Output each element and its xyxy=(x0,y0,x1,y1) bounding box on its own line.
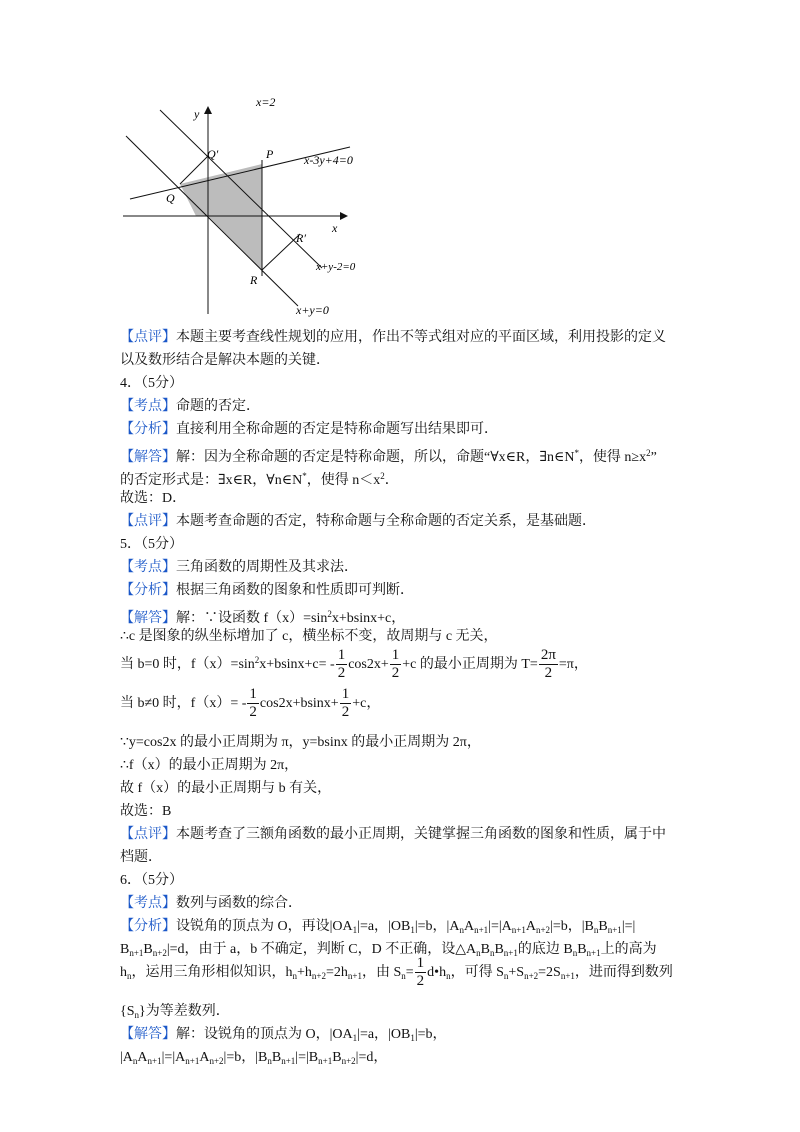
sub: n xyxy=(593,925,599,935)
label-x-axis: x xyxy=(332,221,338,235)
sub: n xyxy=(476,948,481,958)
label-line-a: x-3y+4=0 xyxy=(304,153,353,167)
tag-kaodian: 【考点】 xyxy=(120,399,176,414)
sub: n xyxy=(503,971,509,981)
sub: n xyxy=(459,925,464,935)
kaodian-4 xyxy=(120,397,260,417)
text: |=| xyxy=(621,919,636,934)
text: |=d，由于 a，b 不确定，判断 C，D 不正确，设△A xyxy=(166,942,477,957)
comment-5-line2 xyxy=(120,848,162,868)
fraction-half xyxy=(390,647,402,682)
text: B xyxy=(577,942,587,957)
text: A xyxy=(463,919,475,934)
text: x+bsinx+c， xyxy=(331,611,406,626)
text: +h xyxy=(297,965,312,980)
sup: 2 xyxy=(646,448,651,458)
text: 5．（5分） xyxy=(120,537,183,552)
sub: n+1 xyxy=(511,925,526,935)
numerator: 1 xyxy=(249,686,257,703)
sub: n+2 xyxy=(341,1056,356,1066)
sub: n+1 xyxy=(474,925,489,935)
text: +c 的最小正周期为 T= xyxy=(402,657,538,672)
tag-jieda: 【解答】 xyxy=(120,450,176,465)
sub: n+2 xyxy=(209,1056,224,1066)
fenxi-5 xyxy=(120,581,414,601)
text: 根据三角函数的图象和性质即可判断． xyxy=(176,583,414,598)
text: ，进而得到数列 xyxy=(574,965,673,980)
tag-comment: 【点评】 xyxy=(120,827,176,842)
text: 上的高为 xyxy=(600,942,657,957)
text: |=|A xyxy=(488,919,512,934)
label-point-q: Q xyxy=(166,191,175,205)
text: 本题考查了三额角函数的最小正周期，关键掌握三角函数的图象和性质，属于中 xyxy=(176,827,666,842)
fenxi-6-line3 xyxy=(120,951,673,998)
sub: 1 xyxy=(352,1033,358,1043)
text: 当 b=0 时，f（x）=sin xyxy=(120,657,255,672)
text: ，运用三角形相似知识，h xyxy=(131,965,293,980)
text: 档题． xyxy=(120,850,162,865)
fraction-half xyxy=(340,686,352,721)
sub: n xyxy=(292,971,297,981)
sup: * xyxy=(574,448,579,458)
tag-fenxi: 【分析】 xyxy=(120,919,176,934)
text: A xyxy=(525,919,536,934)
label-line-b: x+y-2=0 xyxy=(316,261,356,273)
text: 直接利用全称命题的否定是特称命题写出结果即可． xyxy=(176,422,498,437)
label-line-x2: x=2 xyxy=(256,95,276,109)
text: B xyxy=(271,1050,282,1065)
question-4-header xyxy=(120,374,183,394)
text: 本题考查命题的否定，特称命题与全称命题的否定关系，是基础题． xyxy=(176,514,596,529)
jieda-6-line1 xyxy=(120,1025,447,1048)
comment-5-line1 xyxy=(120,825,666,845)
proj-r xyxy=(262,234,300,270)
sub: n+1 xyxy=(147,1056,162,1066)
sub: n xyxy=(132,1056,138,1066)
text: A xyxy=(137,1050,148,1065)
jieda-5-line7 xyxy=(120,779,331,799)
tag-kaodian: 【考点】 xyxy=(120,896,176,911)
label-point-rprime: R′ xyxy=(296,231,306,245)
fraction-half xyxy=(415,955,427,990)
text: |=b，|B xyxy=(223,1050,268,1065)
text: B xyxy=(143,942,153,957)
kaodian-6 xyxy=(120,894,302,914)
text: ，由 S xyxy=(361,965,402,980)
sub: n xyxy=(489,948,495,958)
sub: n+1 xyxy=(503,948,518,958)
label-y-axis: y xyxy=(194,107,200,121)
text: +c， xyxy=(352,696,381,711)
text: B xyxy=(332,1050,342,1065)
text: |=b，|A xyxy=(414,919,460,934)
y-axis-arrow xyxy=(204,106,212,114)
text: 数列与函数的综合． xyxy=(176,896,302,911)
text: 6．（5分） xyxy=(120,873,183,888)
linear-programming-figure xyxy=(118,92,378,322)
text: ，使得 n＜x xyxy=(306,473,381,488)
text: =π， xyxy=(558,657,588,672)
sub: n+1 xyxy=(185,1056,200,1066)
label-point-p: P xyxy=(266,147,274,161)
text: 解：因为全称命题的否定是特称命题，所以，命题“∀x∈R，∃n∈N xyxy=(176,450,575,465)
text: 三角函数的周期性及其求法． xyxy=(176,560,358,575)
text: |=|A xyxy=(161,1050,186,1065)
text: d•h xyxy=(427,965,447,980)
sup: * xyxy=(302,471,307,481)
sub: n xyxy=(446,971,451,981)
text: |=b，|B xyxy=(550,919,594,934)
text: =2h xyxy=(325,965,348,980)
text: 4．（5分） xyxy=(120,376,183,391)
text: |=|B xyxy=(295,1050,319,1065)
comment-3-line1 xyxy=(120,328,666,348)
sup: 2 xyxy=(327,609,332,619)
tag-comment: 【点评】 xyxy=(120,330,176,345)
text: ∴c 是图象的纵坐标增加了 c，横坐标不变，故周期与 c 无关， xyxy=(120,629,498,644)
text: cos2x+bsinx+ xyxy=(259,696,339,711)
numerator: 1 xyxy=(337,647,346,664)
text: 故选：D． xyxy=(120,491,187,506)
text: 故选：B xyxy=(120,804,172,819)
sub: n+2 xyxy=(311,971,326,981)
text: 命题的否定． xyxy=(176,399,260,414)
label-point-r: R xyxy=(250,273,258,287)
tag-jieda: 【解答】 xyxy=(120,611,176,626)
denominator: 2 xyxy=(544,665,553,682)
text: A xyxy=(199,1050,210,1065)
text: ∵y=cos2x 的最小正周期为 π，y=bsinx 的最小正周期为 2π， xyxy=(120,735,481,750)
x-axis-arrow xyxy=(340,212,348,220)
denominator: 2 xyxy=(416,973,425,990)
answer-5 xyxy=(120,802,171,822)
text: 解：设锐角的顶点为 O，|OA xyxy=(176,1027,353,1042)
jieda-5-line1 xyxy=(120,604,405,629)
sub: 1 xyxy=(352,925,358,935)
text: x+bsinx+c= - xyxy=(259,657,335,672)
text: |=a，|OB xyxy=(357,1027,411,1042)
fenxi-6-line4 xyxy=(120,1002,230,1025)
text: 故 f（x）的最小正周期与 b 有关， xyxy=(120,781,332,796)
text: B xyxy=(494,942,504,957)
text: cos2x+ xyxy=(348,657,389,672)
text: h xyxy=(120,965,127,980)
text: |A xyxy=(120,1050,133,1065)
jieda-5-line4 xyxy=(120,682,380,726)
denominator: 2 xyxy=(391,665,400,682)
sup: 2 xyxy=(380,471,385,481)
numerator: 1 xyxy=(391,647,400,664)
sub: n+2 xyxy=(152,948,167,958)
text: ∴f（x）的最小正周期为 2π， xyxy=(120,758,299,773)
text: =2S xyxy=(538,965,561,980)
text: {S xyxy=(120,1004,135,1019)
denominator: 2 xyxy=(341,704,350,721)
jieda-5-line6 xyxy=(120,756,298,776)
text: ． xyxy=(384,473,399,488)
sub: n xyxy=(134,1010,140,1020)
numerator: 2π xyxy=(540,647,556,664)
sup: 2 xyxy=(254,655,260,665)
fenxi-6-line1 xyxy=(120,917,635,940)
numerator: 1 xyxy=(341,686,350,703)
sub: n+1 xyxy=(129,948,144,958)
sub: n+1 xyxy=(347,971,362,981)
sub: n xyxy=(267,1056,272,1066)
sub: n+1 xyxy=(318,1056,333,1066)
text: |=d， xyxy=(355,1050,388,1065)
tag-comment: 【点评】 xyxy=(120,514,176,529)
tag-fenxi: 【分析】 xyxy=(120,422,176,437)
denominator: 2 xyxy=(249,704,257,721)
question-5-header xyxy=(120,535,183,555)
text: ，可得 S xyxy=(450,965,504,980)
text: +S xyxy=(508,965,525,980)
text: |=b， xyxy=(414,1027,447,1042)
sub: n+1 xyxy=(281,1056,296,1066)
question-6-header xyxy=(120,871,183,891)
text: 设锐角的顶点为 O，再设|OA xyxy=(176,919,353,934)
label-line-c: x+y=0 xyxy=(296,303,329,317)
sub: n+1 xyxy=(560,971,575,981)
text: 的底边 B xyxy=(517,942,573,957)
shaded-region xyxy=(180,164,262,270)
sub: n xyxy=(401,971,406,981)
line-x+y xyxy=(126,136,298,306)
label-point-qprime: Q′ xyxy=(207,147,219,161)
text: 以及数形结合是解决本题的关键． xyxy=(120,353,330,368)
comment-3-line2 xyxy=(120,351,330,371)
sub: n xyxy=(572,948,578,958)
sub: n+1 xyxy=(607,925,622,935)
answer-4 xyxy=(120,489,186,509)
text: ” xyxy=(650,450,657,465)
comment-4 xyxy=(120,512,596,532)
kaodian-5 xyxy=(120,558,358,578)
sub: n xyxy=(127,971,132,981)
text: 本题主要考查线性规划的应用，作出不等式组对应的平面区域，利用投影的定义 xyxy=(176,330,666,345)
text: ，使得 n≥x xyxy=(578,450,647,465)
text: B xyxy=(480,942,490,957)
fraction-2pi-over-2 xyxy=(539,647,558,682)
jieda-6-line2 xyxy=(120,1048,387,1071)
jieda-4-line1 xyxy=(120,443,657,468)
fraction-half xyxy=(247,686,259,721)
fenxi-4 xyxy=(120,420,498,440)
text: B xyxy=(120,942,130,957)
tag-jieda: 【解答】 xyxy=(120,1027,176,1042)
text: }为等差数列． xyxy=(139,1004,230,1019)
text: B xyxy=(598,919,608,934)
text: 解：∵设函数 f（x）=sin xyxy=(176,611,328,626)
text: = xyxy=(405,965,414,980)
sub: 1 xyxy=(410,925,415,935)
text: |=a，|OB xyxy=(357,919,411,934)
sub: n+2 xyxy=(535,925,551,935)
jieda-5-line5 xyxy=(120,733,481,753)
tag-fenxi: 【分析】 xyxy=(120,583,176,598)
tag-kaodian: 【考点】 xyxy=(120,560,176,575)
fraction-half xyxy=(336,647,348,682)
sub: 1 xyxy=(410,1033,415,1043)
text: 当 b≠0 时，f（x）= - xyxy=(120,696,247,711)
numerator: 1 xyxy=(416,955,425,972)
sub: n+2 xyxy=(524,971,539,981)
jieda-4-line2 xyxy=(120,466,399,491)
text: 的否定形式是：∃x∈R，∀n∈N xyxy=(120,473,303,488)
sub: n+1 xyxy=(586,948,601,958)
jieda-5-line3 xyxy=(120,638,588,687)
denominator: 2 xyxy=(337,665,346,682)
